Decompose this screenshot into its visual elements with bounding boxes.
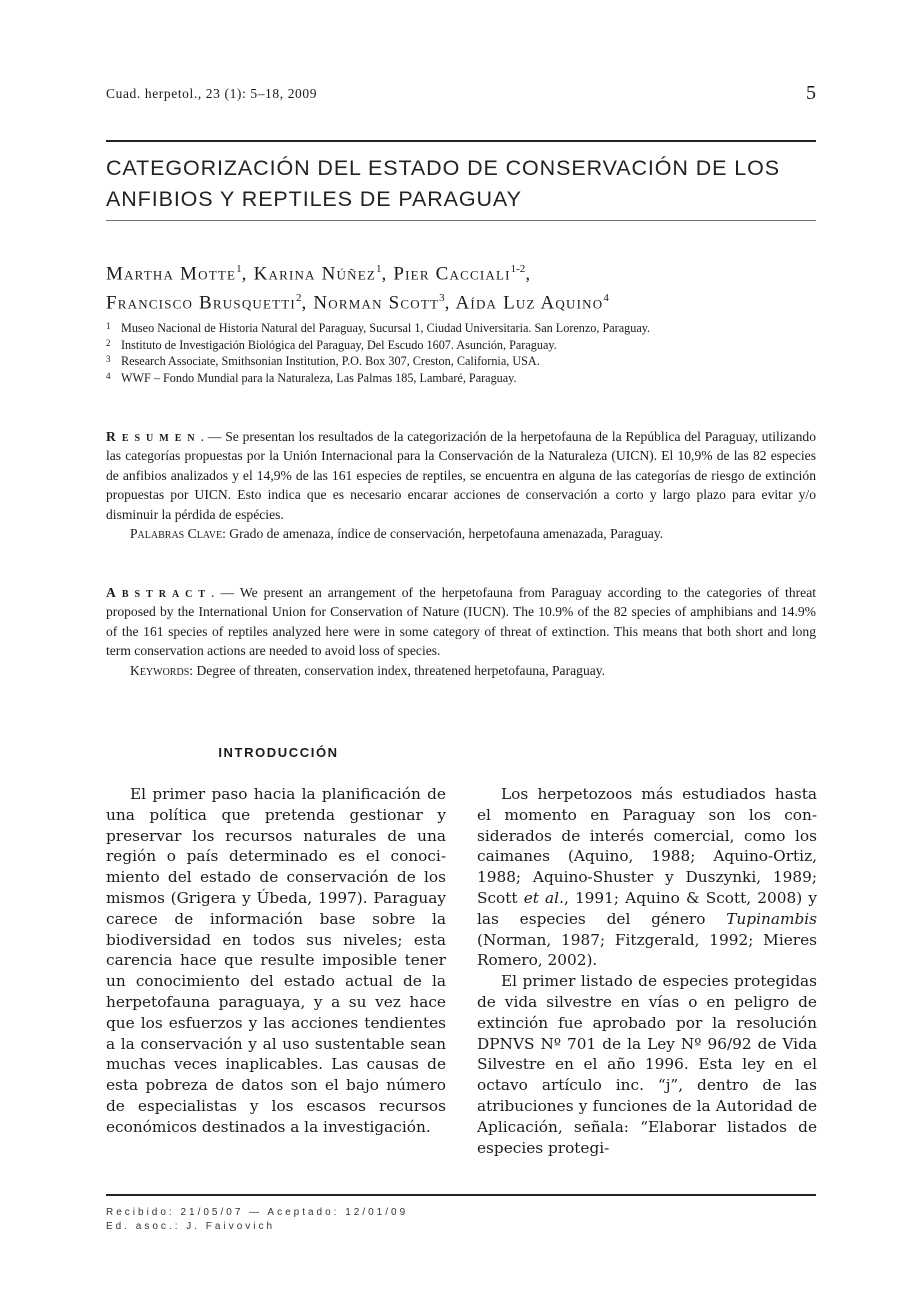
author-affiliation-mark: 3 (439, 292, 445, 305)
resumen-text: Se presentan los resultados de la categorización de la herpetofauna de la República del Paraguay, utilizando las categorías propuestas por la Unión Internacional para la Conservación de la Naturaleza (UICN). El 10,9% de las 82 especies de anfibios analizados y el 14,9% de las 161 especies de reptiles, se encuentra en alguna de las categorías de riesgo de extinción propuestas por UICN. Esto indica que es necesario encarar acciones de conservación a corto y largo plazo para evitar y/o disminuir la pérdida de espécies. (106, 429, 816, 522)
palabras-clave (106, 524, 816, 543)
title-rule-top (106, 140, 816, 142)
paragraph-text: (Norman, 1987; Fitzgerald, 1992; Mieres Romero, 2002). (477, 930, 817, 970)
body-paragraph (477, 784, 817, 971)
author-line (106, 257, 826, 286)
separator: , (241, 263, 254, 285)
author-affiliation-mark: 1 (375, 263, 382, 275)
paragraph-text: Los herpetozoos más estudiados hasta el momento en Paraguay son los considerados de interés comercial, como los caimanes (Aquino, 1988; Aquino-Ortiz, 1988; Aquino-Shuster y Duszynki, 1989; Scott (477, 785, 817, 907)
abstract-dash: . — (211, 585, 240, 600)
resumen-paragraph (106, 427, 816, 524)
body-column-left (106, 784, 446, 1138)
author-name: Martha Motte (106, 263, 237, 285)
author-affiliation-mark: 1-2 (510, 263, 526, 275)
page-number: 5 (806, 82, 816, 104)
running-head (106, 82, 816, 106)
affiliation (106, 337, 816, 354)
abstract-section (106, 583, 816, 680)
affiliation-text: WWF – Fondo Mundial para la Naturaleza, Las Palmas 185, Lambaré, Paraguay. (121, 370, 517, 385)
submission-footer (106, 1206, 408, 1233)
abstract-paragraph (106, 583, 816, 661)
author-name: Norman Scott (313, 292, 440, 314)
affiliation (106, 320, 816, 337)
abstract-text: We present an arrangement of the herpetofauna from Paraguay according to the categories of threat proposed by the International Union for Conservation of Nature (IUCN). The 10.9% of the 82 species of amphibians and 14.9% of the 161 species of reptiles analyzed here were in some category of threat of extinction. This means that both short and long term conservation actions are needed to avoid loss of species. (106, 585, 816, 659)
separator: , (444, 292, 456, 314)
author-name: Pier Cacciali (393, 263, 511, 285)
resumen-section (106, 427, 816, 543)
affiliation-number: 2 (106, 337, 111, 348)
author-affiliation-mark: 4 (603, 292, 609, 305)
body-paragraph: El primer listado de especies protegidas de vida silvestre en vías o en peligro de extinción fue aprobado por la resolución DPNVS Nº 701 de la Ley Nº 96/92 de Vida Silvestre en el año 1996. Esta ley en el octavo artículo inc. “j”, dentro de las atribuciones y funciones de la Autoridad de Aplicación, señala: “Elaborar listados de especies protegi- (477, 972, 817, 1157)
journal-citation: Cuad. herpetol., 23 (1): 5–18, 2009 (106, 86, 318, 101)
body-paragraph: El primer paso hacia la planificación de una política que pretenda gestionar y preservar los recursos naturales de una región o país determinado es el conocimiento del estado de conservación de los mismos (Grigera y Úbeda, 1997). Paraguay carece de información base sobre la biodiversidad en todos sus niveles; esta carencia hace que resulte imposible tener un conocimiento del estado actual de la herpetofauna paraguaya, y a su vez hace que los esfuerzos y las acciones tendientes a la conservación y al uso sustentable sean muchas veces inaplicables. Las causas de esta pobreza de datos son el bajo número de especialistas y los escasos recursos económicos destinados a la investigación. (106, 785, 446, 1136)
affiliation-number: 3 (106, 354, 111, 364)
separator: , (301, 292, 314, 314)
affiliation (106, 370, 816, 387)
author-name: Francisco Brusquetti (106, 292, 296, 314)
keywords-label: Keywords: (130, 662, 194, 678)
resumen-label: Resumen (106, 429, 201, 444)
section-heading-introduccion: INTRODUCCIÓN (218, 745, 339, 760)
title-rule-bottom (106, 220, 816, 221)
italic-genus: Tupinambis (726, 909, 817, 928)
author-name: Aída Luz Aquino (455, 292, 604, 314)
affiliation-text: Research Associate, Smithsonian Institution, P.O. Box 307, Creston, California, USA. (121, 354, 540, 368)
author-affiliation-mark: 1 (236, 263, 242, 275)
title-line: ANFIBIOS Y REPTILES DE PARAGUAY (106, 187, 522, 211)
palabras-clave-label: Palabras Clave: (130, 526, 226, 542)
body-column-right (477, 784, 817, 1158)
author-list (106, 257, 826, 316)
associate-editor: Ed. asoc.: J. Faivovich (106, 1220, 276, 1232)
affiliation-text: Instituto de Investigación Biológica del Paraguay, Del Escudo 1607. Asunción, Paraguay. (121, 337, 557, 352)
resumen-dash: . — (200, 429, 226, 444)
title-line: CATEGORIZACIÓN DEL ESTADO DE CONSERVACIÓN DE LOS (106, 156, 780, 180)
abstract-label: Abstract (106, 585, 212, 600)
separator: , (525, 263, 532, 285)
paper-title (106, 153, 826, 215)
palabras-clave-text: Grado de amenaza, índice de conservación, herpetofauna amenazada, Paraguay. (229, 526, 664, 542)
keywords (106, 661, 816, 680)
affiliation (106, 353, 816, 370)
footer-rule (106, 1194, 816, 1196)
italic-et-al: et al. (523, 888, 564, 907)
separator: , (381, 263, 394, 285)
paragraph-text: , 1991; Aquino & Scott, 2008) y las especies del género (477, 888, 817, 928)
author-affiliation-mark: 2 (295, 292, 302, 305)
received-accepted-dates: Recibido: 21/05/07 — Aceptado: 12/01/09 (106, 1207, 409, 1218)
author-line (106, 286, 826, 315)
keywords-text: Degree of threaten, conservation index, threatened herpetofauna, Paraguay. (196, 662, 606, 678)
affiliation-number: 1 (106, 321, 111, 331)
author-name: Karina Núñez (253, 263, 376, 285)
affiliation-number: 4 (106, 370, 111, 381)
affiliation-text: Museo Nacional de Historia Natural del Paraguay, Sucursal 1, Ciudad Universitaria. San Lorenzo, Paraguay. (121, 321, 651, 335)
affiliations (106, 320, 816, 386)
